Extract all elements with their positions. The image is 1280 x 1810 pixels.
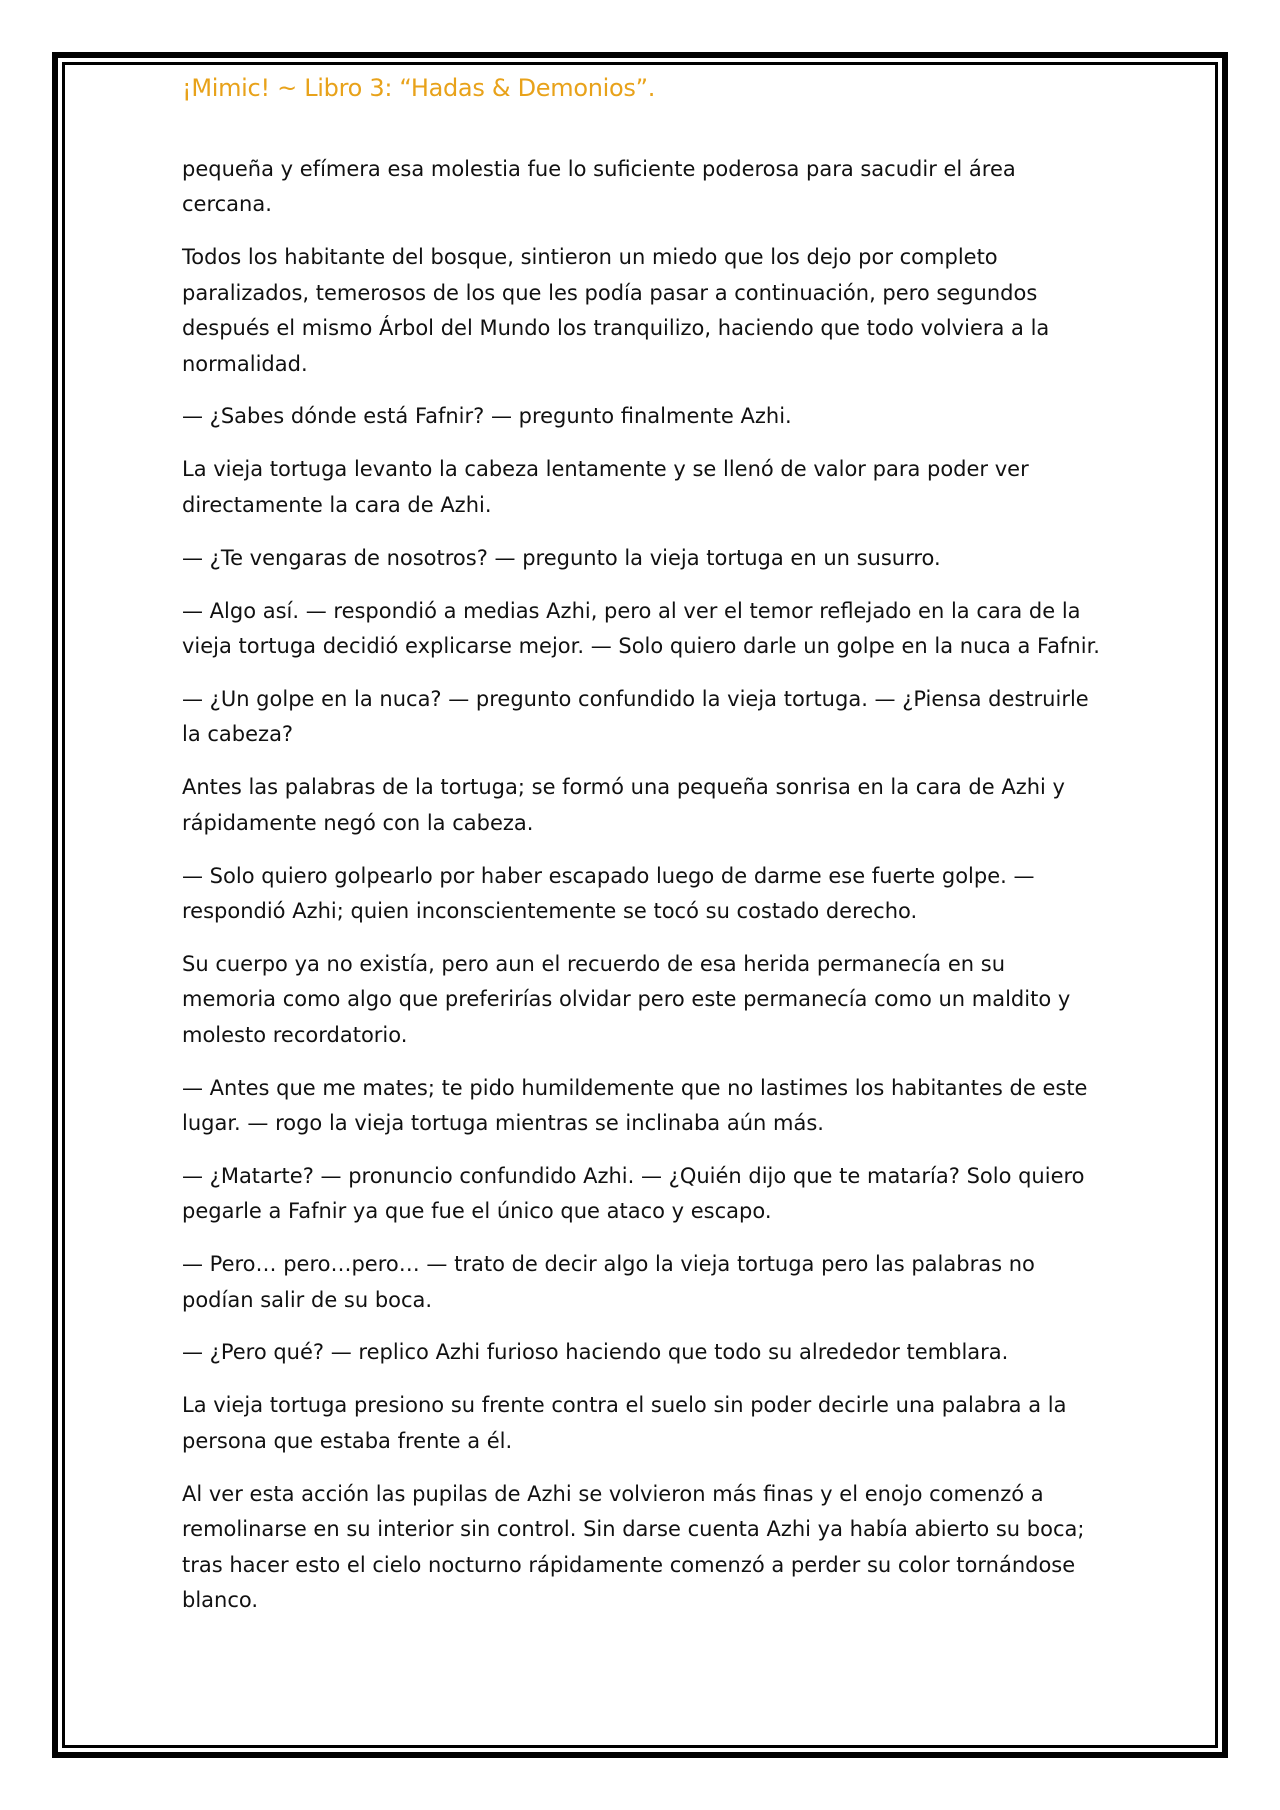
paragraph: — Solo quiero golpearlo por haber escapado luego de darme ese fuerte golpe. — respondió Azhi; quien inconscientemente se tocó su costado derecho. [182, 863, 1035, 923]
paragraph: pequeña y efímera esa molestia fue lo suficiente poderosa para sacudir el área cercana. [182, 157, 1016, 217]
paragraph: Antes las palabras de la tortuga; se formó una pequeña sonrisa en la cara de Azhi y rápidamente negó con la cabeza. [182, 775, 1065, 835]
paragraph: Al ver esta acción las pupilas de Azhi se volvieron más finas y el enojo comenzó a remolinarse en su interior sin control. Sin darse cuenta Azhi ya había abierto su boca; tras hacer esto el cielo nocturno rápidamente comenzó a perder su color tornándose blanco. [182, 1481, 1085, 1612]
paragraph: — Antes que me mates; te pido humildemente que no lastimes los habitantes de este lugar. — rogo la vieja tortuga mientras se inclinaba aún más. [182, 1075, 1088, 1135]
paragraph: La vieja tortuga levanto la cabeza lentamente y se llenó de valor para poder ver directamente la cara de Azhi. [182, 457, 1029, 517]
running-header: ¡Mimic! ~ Libro 3: “Hadas & Demonios”. [182, 74, 656, 102]
paragraph: — ¿Sabes dónde está Fafnir? — pregunto finalmente Azhi. [182, 404, 792, 429]
paragraph: Su cuerpo ya no existía, pero aun el recuerdo de esa herida permanecía en su memoria como algo que preferirías olvidar pero este permanecía como un maldito y molesto recordatorio. [182, 951, 1071, 1047]
body-text [182, 152, 1102, 1636]
paragraph: — ¿Te vengaras de nosotros? — pregunto la vieja tortuga en un susurro. [182, 545, 941, 570]
paragraph: — Pero… pero…pero… — trato de decir algo la vieja tortuga pero las palabras no podían salir de su boca. [182, 1252, 1035, 1312]
paragraph: — ¿Pero qué? — replico Azhi furioso haciendo que todo su alrededor temblara. [182, 1340, 1009, 1365]
paragraph: — Algo así. — respondió a medias Azhi, pero al ver el temor reflejado en la cara de la vieja tortuga decidió explicarse mejor. — Solo quiero darle un golpe en la nuca a Fafnir. [182, 598, 1100, 658]
paragraph: — ¿Un golpe en la nuca? — pregunto confundido la vieja tortuga. — ¿Piensa destruirle la cabeza? [182, 686, 1089, 747]
paragraph: Todos los habitante del bosque, sintieron un miedo que los dejo por completo paralizados, temerosos de los que les podía pasar a continuación, pero segundos después el mismo Árbol del Mundo los tranquilizo, haciendo que todo volviera a la normalidad. [182, 245, 1050, 376]
paragraph: — ¿Matarte? — pronuncio confundido Azhi. — ¿Quién dijo que te mataría? Solo quiero pegarle a Fafnir ya que fue el único que ataco y escapo. [182, 1163, 1085, 1224]
paragraph: La vieja tortuga presiono su frente contra el suelo sin poder decirle una palabra a la persona que estaba frente a él. [182, 1393, 1067, 1453]
